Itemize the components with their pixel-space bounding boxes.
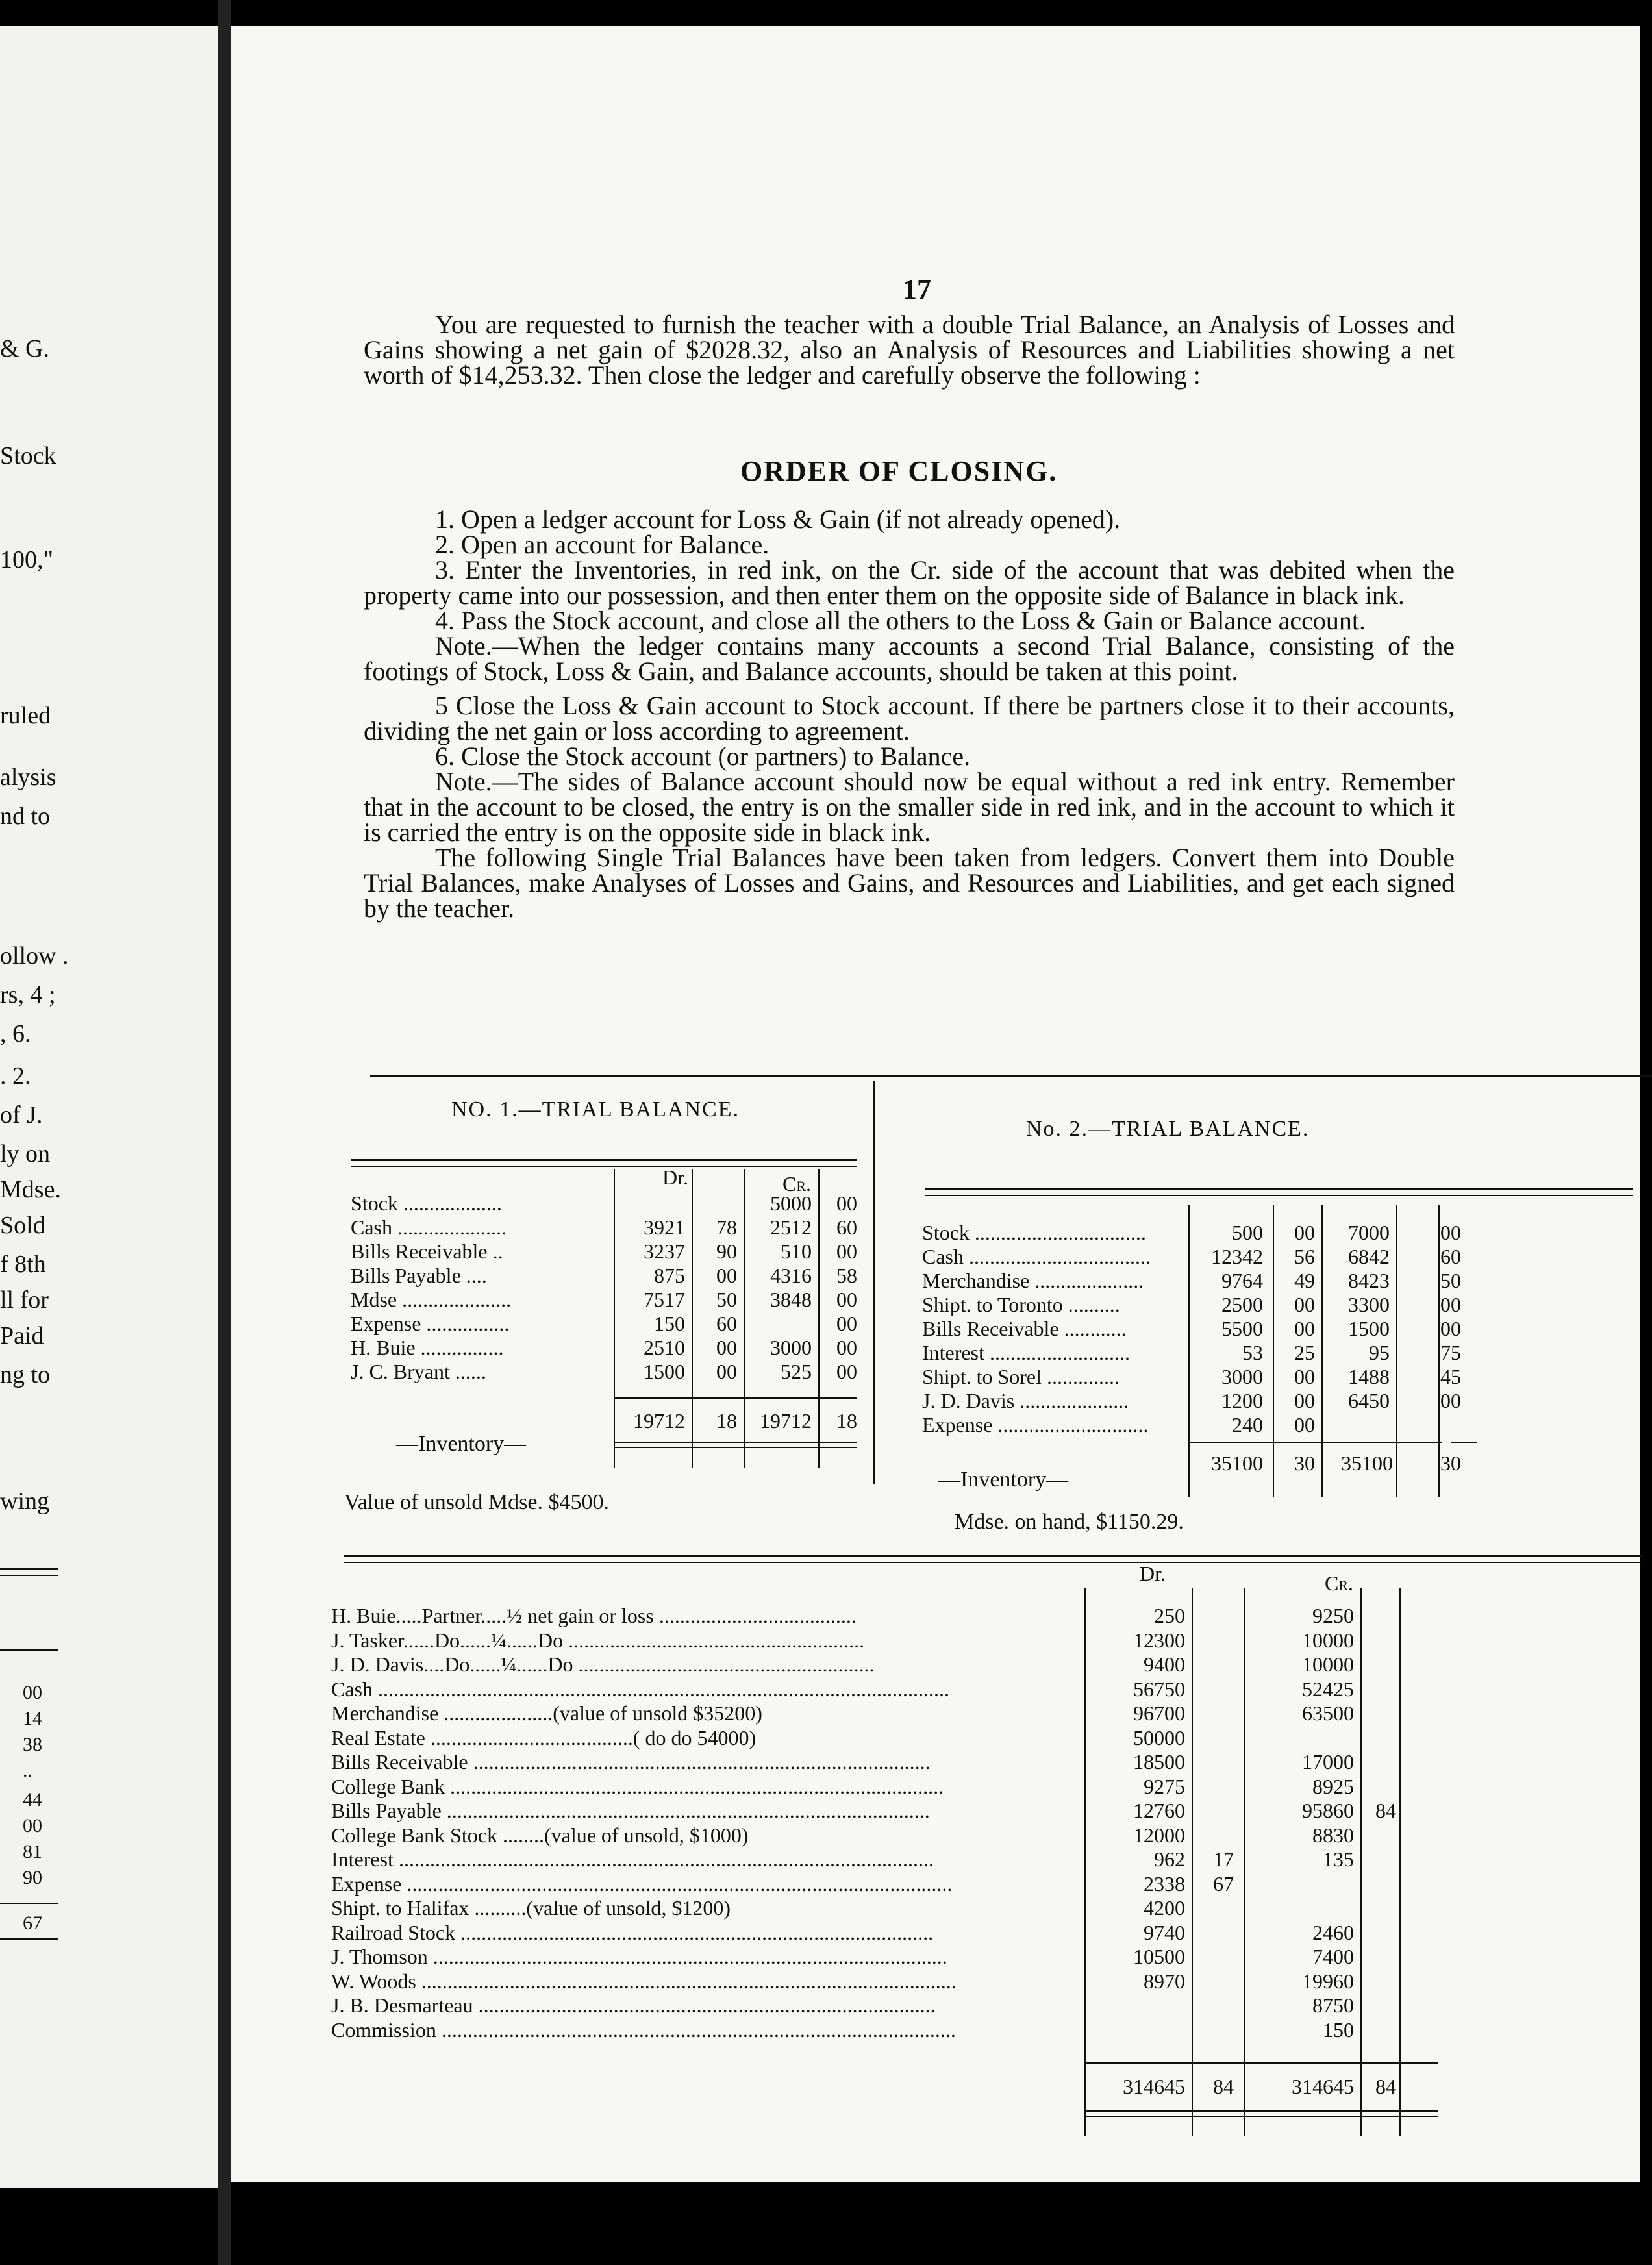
tb1-total-rule [614, 1397, 857, 1399]
step-5: 5 Close the Loss & Gain account to Stock account. If there be partners close it to their accounts, dividing the net gain or loss according to agreement. [364, 691, 1455, 745]
tb3-dr-amount: 96700 [1133, 1701, 1185, 1725]
tb3-cr-amount: 52425 [1302, 1677, 1354, 1701]
tb3-account-name: J. Tasker......Do......¼......Do ......................................................... [331, 1628, 865, 1652]
tb3-dr-amount: 18500 [1133, 1750, 1185, 1773]
left-page-edge [0, 26, 218, 2188]
tb2-total-crc: 30 [1440, 1451, 1461, 1475]
tb3-cr-label: Cr. [1325, 1571, 1354, 1595]
step-4: 4. Pass the Stock account, and close all the others to the Loss & Gain or Balance account. [435, 606, 1366, 635]
tb2-dr-amount: 12342 [1211, 1245, 1263, 1268]
tb3-dr-amount: 250 [1154, 1604, 1185, 1627]
tb3-bottom-rule [1084, 2110, 1438, 2112]
tb1-title: NO. 1.—TRIAL BALANCE. [451, 1097, 740, 1121]
left-rule [0, 1938, 58, 1940]
tb2-cr-cents: 00 [1440, 1317, 1461, 1340]
tb2-dr-cents: 25 [1294, 1341, 1315, 1364]
tb1-account-name: Stock ................... [351, 1192, 502, 1215]
tb2-dr-cents: 00 [1294, 1317, 1315, 1340]
tb3-cr-amount: 2460 [1312, 1920, 1354, 1944]
tb3-bottom-rule [1084, 2116, 1438, 2117]
tb1-column-line [818, 1169, 820, 1468]
tb2-cr-cents: 00 [1440, 1293, 1461, 1316]
tb1-dr-amount: 3921 [644, 1216, 685, 1239]
tb3-account-name: J. B. Desmarteau ........................................................................................ [331, 1994, 936, 2017]
tb2-inventory-text: Mdse. on hand, $1150.29. [955, 1510, 1184, 1534]
mid-rule [344, 1555, 1643, 1557]
left-page-fragment: of J. [0, 1101, 43, 1129]
tb3-cr-amount: 17000 [1302, 1750, 1354, 1773]
left-page-number: 14 [23, 1708, 42, 1729]
left-rule [0, 1649, 58, 1651]
tb3-total-crc: 84 [1375, 2075, 1396, 2098]
tb3-dr-amount: 12300 [1133, 1628, 1185, 1652]
left-rule [0, 1575, 58, 1576]
tb3-cr-amount: 7400 [1312, 1945, 1354, 1968]
tb2-cr-cents: 75 [1440, 1341, 1461, 1364]
top-rule [370, 1075, 1652, 1077]
tb3-account-name: J. Thomson ................................................................................................... [331, 1945, 947, 1968]
tb2-total-rule [1188, 1442, 1442, 1443]
tb3-dr-amount: 8970 [1144, 1969, 1185, 1993]
tb3-account-name: Bills Receivable ........................................................................................ [331, 1750, 931, 1773]
tb1-total-crc: 18 [836, 1409, 857, 1433]
left-page-fragment: ruled [0, 702, 51, 729]
tb1-total-dr: 19712 [633, 1409, 685, 1433]
tb1-cr-amount: 4316 [770, 1264, 812, 1287]
tb1-bottom-rule [614, 1442, 857, 1443]
tb1-header-rule [351, 1159, 857, 1161]
tb1-cr-cents: 60 [836, 1216, 857, 1239]
tb3-total-rule [1084, 2062, 1438, 2064]
tb1-dr-amount: 1500 [644, 1360, 685, 1383]
tb1-cr-cents: 00 [836, 1288, 857, 1311]
tb3-total-cr: 314645 [1292, 2075, 1354, 2098]
left-page-fragment: & G. [0, 335, 49, 362]
tb2-column-line [1273, 1205, 1274, 1497]
tb2-inventory-label: —Inventory— [938, 1468, 1069, 1492]
tb3-dr-label: Dr. [1140, 1562, 1166, 1585]
tb1-header-rule [351, 1166, 857, 1167]
tb2-cr-amount: 7000 [1348, 1221, 1390, 1244]
tb1-cr-cents: 00 [836, 1240, 857, 1263]
tb1-cr-cents: 00 [836, 1360, 857, 1383]
tb3-dr-amount: 56750 [1133, 1677, 1185, 1701]
tb3-dr-cents: 67 [1213, 1871, 1234, 1896]
tb1-account-name: J. C. Bryant ...... [351, 1360, 486, 1383]
tb3-dr-amount: 10500 [1133, 1945, 1185, 1968]
tb3-account-name: College Bank Stock ........(value of unsold, $1000) [331, 1823, 749, 1847]
tb3-total-drc: 84 [1213, 2075, 1234, 2098]
tb1-dr-amount: 150 [654, 1312, 685, 1335]
mid-rule-2 [344, 1562, 1643, 1563]
left-page-fragment: 100," [0, 546, 54, 573]
tb3-dr-amount: 2338 [1144, 1871, 1185, 1896]
left-page-fragment: Mdse. [0, 1176, 61, 1203]
tb2-dr-cents: 00 [1294, 1293, 1315, 1316]
closing-steps [364, 507, 1455, 921]
step-2: 2. Open an account for Balance. [435, 530, 770, 559]
left-page-fragment: Sold [0, 1212, 45, 1239]
tb1-cr-label: Cr. [782, 1172, 812, 1195]
left-page-number: 38 [23, 1734, 42, 1755]
tb3-total-dr: 314645 [1123, 2075, 1185, 2098]
tb3-cr-cents: 84 [1375, 1799, 1396, 1822]
tb2-account-name: Bills Receivable ............ [922, 1317, 1127, 1340]
left-page-number: 90 [23, 1867, 42, 1888]
left-page-number: 67 [23, 1912, 42, 1934]
tb2-cr-cents: 50 [1440, 1269, 1461, 1292]
tb1-dr-cents: 00 [716, 1360, 737, 1383]
tb3-dr-amount: 12000 [1133, 1823, 1185, 1847]
tb2-dr-amount: 3000 [1221, 1365, 1263, 1388]
left-page-fragment: alysis [0, 764, 56, 791]
tb1-inventory-text: Value of unsold Mdse. $4500. [344, 1490, 609, 1514]
tb3-cr-amount: 19960 [1302, 1969, 1354, 1993]
tb1-dr-cents: 00 [716, 1264, 737, 1287]
tb2-total-rule [1451, 1442, 1477, 1443]
tb2-account-name: Shipt. to Sorel .............. [922, 1365, 1120, 1388]
tb1-dr-amount: 3237 [644, 1240, 685, 1263]
left-page-number: 00 [23, 1815, 42, 1836]
tb2-dr-amount: 2500 [1221, 1293, 1263, 1316]
left-rule [0, 1568, 58, 1570]
tb3-cr-amount: 8830 [1312, 1823, 1354, 1847]
tb2-dr-amount: 53 [1242, 1341, 1263, 1364]
tb1-column-line [614, 1169, 615, 1468]
tb2-cr-cents: 45 [1440, 1365, 1461, 1388]
tb1-account-name: Bills Receivable .. [351, 1240, 503, 1263]
tb3-dr-cents: 17 [1213, 1847, 1234, 1871]
tb1-total-drc: 18 [716, 1409, 737, 1433]
tb3-column-line [1084, 1588, 1086, 2136]
tb2-dr-amount: 1200 [1221, 1389, 1263, 1412]
tb3-account-name: Interest ....................................................................................................... [331, 1847, 934, 1871]
tb3-column-line [1192, 1588, 1193, 2136]
tb3-column-line [1360, 1588, 1362, 2136]
tb3-account-name: Real Estate .......................................( do do 54000) [331, 1725, 757, 1749]
left-page-fragment: f 8th [0, 1251, 46, 1278]
tb1-cr-cents: 00 [836, 1192, 857, 1215]
tb2-column-line [1396, 1205, 1397, 1497]
tb1-cr-amount: 2512 [770, 1216, 812, 1239]
left-page-fragment: rs, 4 ; [0, 981, 56, 1008]
left-page-number: .. [23, 1760, 32, 1781]
tb2-dr-amount: 5500 [1221, 1317, 1263, 1340]
tb3-cr-amount: 10000 [1302, 1628, 1354, 1652]
tb1-dr-cents: 60 [716, 1312, 737, 1335]
tb1-cr-cents: 58 [836, 1264, 857, 1287]
left-page-fragment: nd to [0, 803, 51, 830]
tb1-cr-cents: 00 [836, 1336, 857, 1359]
tb2-dr-cents: 00 [1294, 1413, 1315, 1436]
tb1-column-line [692, 1169, 693, 1468]
step-6: 6. Close the Stock account (or partners) to Balance. [435, 742, 971, 771]
tb1-dr-cents: 90 [716, 1240, 737, 1263]
tb2-header-rule [925, 1195, 1633, 1196]
tb2-dr-cents: 00 [1294, 1389, 1315, 1412]
tb3-cr-amount: 9250 [1312, 1604, 1354, 1627]
tb1-cr-amount: 5000 [770, 1192, 812, 1215]
exercise-instructions: The following Single Trial Balances have been taken from ledgers. Convert them into Double Trial Balances, make Analyses of Losses and Gains, and Resources and Liabilities, and get each signed by the teacher. [364, 843, 1455, 923]
tb1-account-name: Expense ................ [351, 1312, 510, 1335]
tb1-dr-cents: 50 [716, 1288, 737, 1311]
left-page-number: 81 [23, 1841, 42, 1862]
tb2-total-drc: 30 [1294, 1451, 1315, 1475]
tb3-dr-amount: 4200 [1144, 1896, 1185, 1920]
tb2-dr-amount: 9764 [1221, 1269, 1263, 1292]
intro-paragraph: You are requested to furnish the teacher with a double Trial Balance, an Analysis of Losses and Gains showing a net gain of $2028.32, also an Analysis of Resources and Liabilities showing a net worth of $14,253.32. Then close the ledger and carefully observe the following : [364, 310, 1455, 390]
tb2-account-name: J. D. Davis ..................... [922, 1389, 1129, 1412]
tb3-account-name: J. D. Davis....Do......¼......Do ......................................................... [331, 1653, 875, 1676]
tb1-bottom-rule [614, 1447, 857, 1448]
tb3-account-name: Merchandise .....................(value of unsold $35200) [331, 1701, 762, 1725]
tb2-cr-cents: 00 [1440, 1221, 1461, 1244]
tb2-cr-amount: 6450 [1348, 1389, 1390, 1412]
left-page-fragment: ll for [0, 1286, 49, 1314]
tb1-cr-cents: 00 [836, 1312, 857, 1335]
tb1-inventory-label: —Inventory— [396, 1432, 527, 1456]
book-gutter [218, 0, 231, 2265]
tb2-cr-amount: 95 [1369, 1341, 1390, 1364]
tb1-dr-amount: 2510 [644, 1336, 685, 1359]
tb2-dr-cents: 00 [1294, 1365, 1315, 1388]
tb2-dr-amount: 240 [1232, 1413, 1263, 1436]
tb2-cr-cents: 60 [1440, 1245, 1461, 1268]
left-page-fragment: wing [0, 1488, 49, 1515]
tb2-dr-cents: 49 [1294, 1269, 1315, 1292]
tb1-dr-label: Dr. [662, 1166, 688, 1189]
tb2-title: No. 2.—TRIAL BALANCE. [1026, 1117, 1310, 1141]
tb1-cr-amount: 3000 [770, 1336, 812, 1359]
tb2-cr-amount: 3300 [1348, 1293, 1390, 1316]
tb3-column-line [1399, 1588, 1401, 2136]
tb2-header-rule [925, 1188, 1633, 1190]
left-page-fragment: ollow . [0, 942, 69, 970]
tb1-cr-amount: 510 [781, 1240, 812, 1263]
tb2-account-name: Merchandise ..................... [922, 1269, 1144, 1292]
left-page-fragment: Paid [0, 1322, 44, 1349]
tb3-cr-amount: 8925 [1312, 1774, 1354, 1798]
tb3-dr-amount: 9740 [1144, 1920, 1185, 1944]
tb3-cr-amount: 95860 [1302, 1799, 1354, 1822]
tb1-account-name: Bills Payable .... [351, 1264, 487, 1287]
tb2-total-cr: 35100 [1341, 1451, 1393, 1475]
left-page-fragment: , 6. [0, 1020, 31, 1047]
tb3-account-name: Shipt. to Halifax ..........(value of unsold, $1200) [331, 1896, 731, 1920]
tb3-account-name: Expense ......................................................................................................... [331, 1871, 953, 1896]
tb2-dr-amount: 500 [1232, 1221, 1263, 1244]
tb3-account-name: H. Buie.....Partner.....½ net gain or loss ...................................... [331, 1604, 857, 1627]
tb3-dr-amount: 962 [1154, 1847, 1185, 1871]
tb2-cr-amount: 1488 [1348, 1365, 1390, 1388]
tb1-total-cr: 19712 [760, 1409, 812, 1433]
tb3-account-name: Cash .............................................................................................................. [331, 1677, 949, 1701]
note-1: Note.—When the ledger contains many accounts a second Trial Balance, consisting of the footings of Stock, Loss & Gain, and Balance accounts, should be taken at this point. [364, 631, 1455, 686]
tb3-dr-amount: 12760 [1133, 1799, 1185, 1822]
step-1: 1. Open a ledger account for Loss & Gain (if not already opened). [435, 505, 1121, 534]
tb3-cr-amount: 63500 [1302, 1701, 1354, 1725]
tb3-cr-amount: 8750 [1312, 1994, 1354, 2017]
tb3-dr-amount: 9400 [1144, 1653, 1185, 1676]
left-page-fragment: . 2. [0, 1062, 31, 1090]
left-page-fragment: Stock [0, 442, 56, 469]
left-page-fragment: ng to [0, 1361, 51, 1388]
tb1-column-line [744, 1169, 745, 1468]
note-2: Note.—The sides of Balance account should now be equal without a red ink entry. Remember that in the account to be closed, the entry is on the smaller side in red ink, and in the account to which it is carried the entry is on the opposite side in black ink. [364, 767, 1455, 847]
tb2-cr-amount: 6842 [1348, 1245, 1390, 1268]
page-number: 17 [903, 273, 931, 305]
tb1-account-name: H. Buie ................ [351, 1336, 504, 1359]
tb3-account-name: Railroad Stock ........................................................................................... [331, 1920, 934, 1944]
tb2-cr-cents: 00 [1440, 1389, 1461, 1412]
tb3-dr-amount: 9275 [1144, 1774, 1185, 1798]
tb1-dr-cents: 00 [716, 1336, 737, 1359]
tb1-dr-amount: 7517 [644, 1288, 685, 1311]
book-page [231, 26, 1640, 2182]
tb3-account-name: College Bank ............................................................................................... [331, 1774, 944, 1798]
tb1-dr-amount: 875 [654, 1264, 685, 1287]
tb3-account-name: Commission ................................................................................................... [331, 2018, 956, 2042]
tb2-cr-amount: 1500 [1348, 1317, 1390, 1340]
left-page-number: 44 [23, 1789, 42, 1810]
tb2-account-name: Cash ................................... [922, 1245, 1151, 1268]
tb2-cr-amount: 8423 [1348, 1269, 1390, 1292]
tb3-account-name: W. Woods ....................................................................................................... [331, 1969, 957, 1993]
tb1-dr-cents: 78 [716, 1216, 737, 1239]
tb2-account-name: Stock ................................. [922, 1221, 1146, 1244]
left-page-number: 00 [23, 1682, 42, 1703]
tb1-account-name: Mdse ..................... [351, 1288, 512, 1311]
tb2-account-name: Shipt. to Toronto .......... [922, 1293, 1120, 1316]
tb3-dr-amount: 50000 [1133, 1725, 1185, 1749]
tb3-column-line [1244, 1588, 1245, 2136]
tb3-cr-amount: 150 [1323, 2018, 1354, 2042]
table-divider [873, 1081, 875, 1484]
tb2-total-dr: 35100 [1211, 1451, 1263, 1475]
tb2-dr-cents: 00 [1294, 1221, 1315, 1244]
left-rule [0, 1903, 58, 1904]
section-heading: ORDER OF CLOSING. [740, 455, 1058, 487]
tb3-cr-amount: 135 [1323, 1847, 1354, 1871]
tb3-cr-amount: 10000 [1302, 1653, 1354, 1676]
left-page-fragment: ly on [0, 1140, 51, 1168]
step-3: 3. Enter the Inventories, in red ink, on the Cr. side of the account that was debited when the property came into our possession, and then enter them on the opposite side of Balance in black ink. [364, 555, 1455, 610]
tb2-account-name: Interest ........................... [922, 1341, 1130, 1364]
tb1-cr-amount: 3848 [770, 1288, 812, 1311]
tb2-dr-cents: 56 [1294, 1245, 1315, 1268]
tb1-cr-amount: 525 [781, 1360, 812, 1383]
tb2-account-name: Expense ............................. [922, 1413, 1149, 1436]
tb3-account-name: Bills Payable ............................................................................................. [331, 1799, 930, 1822]
tb1-account-name: Cash ..................... [351, 1216, 507, 1239]
